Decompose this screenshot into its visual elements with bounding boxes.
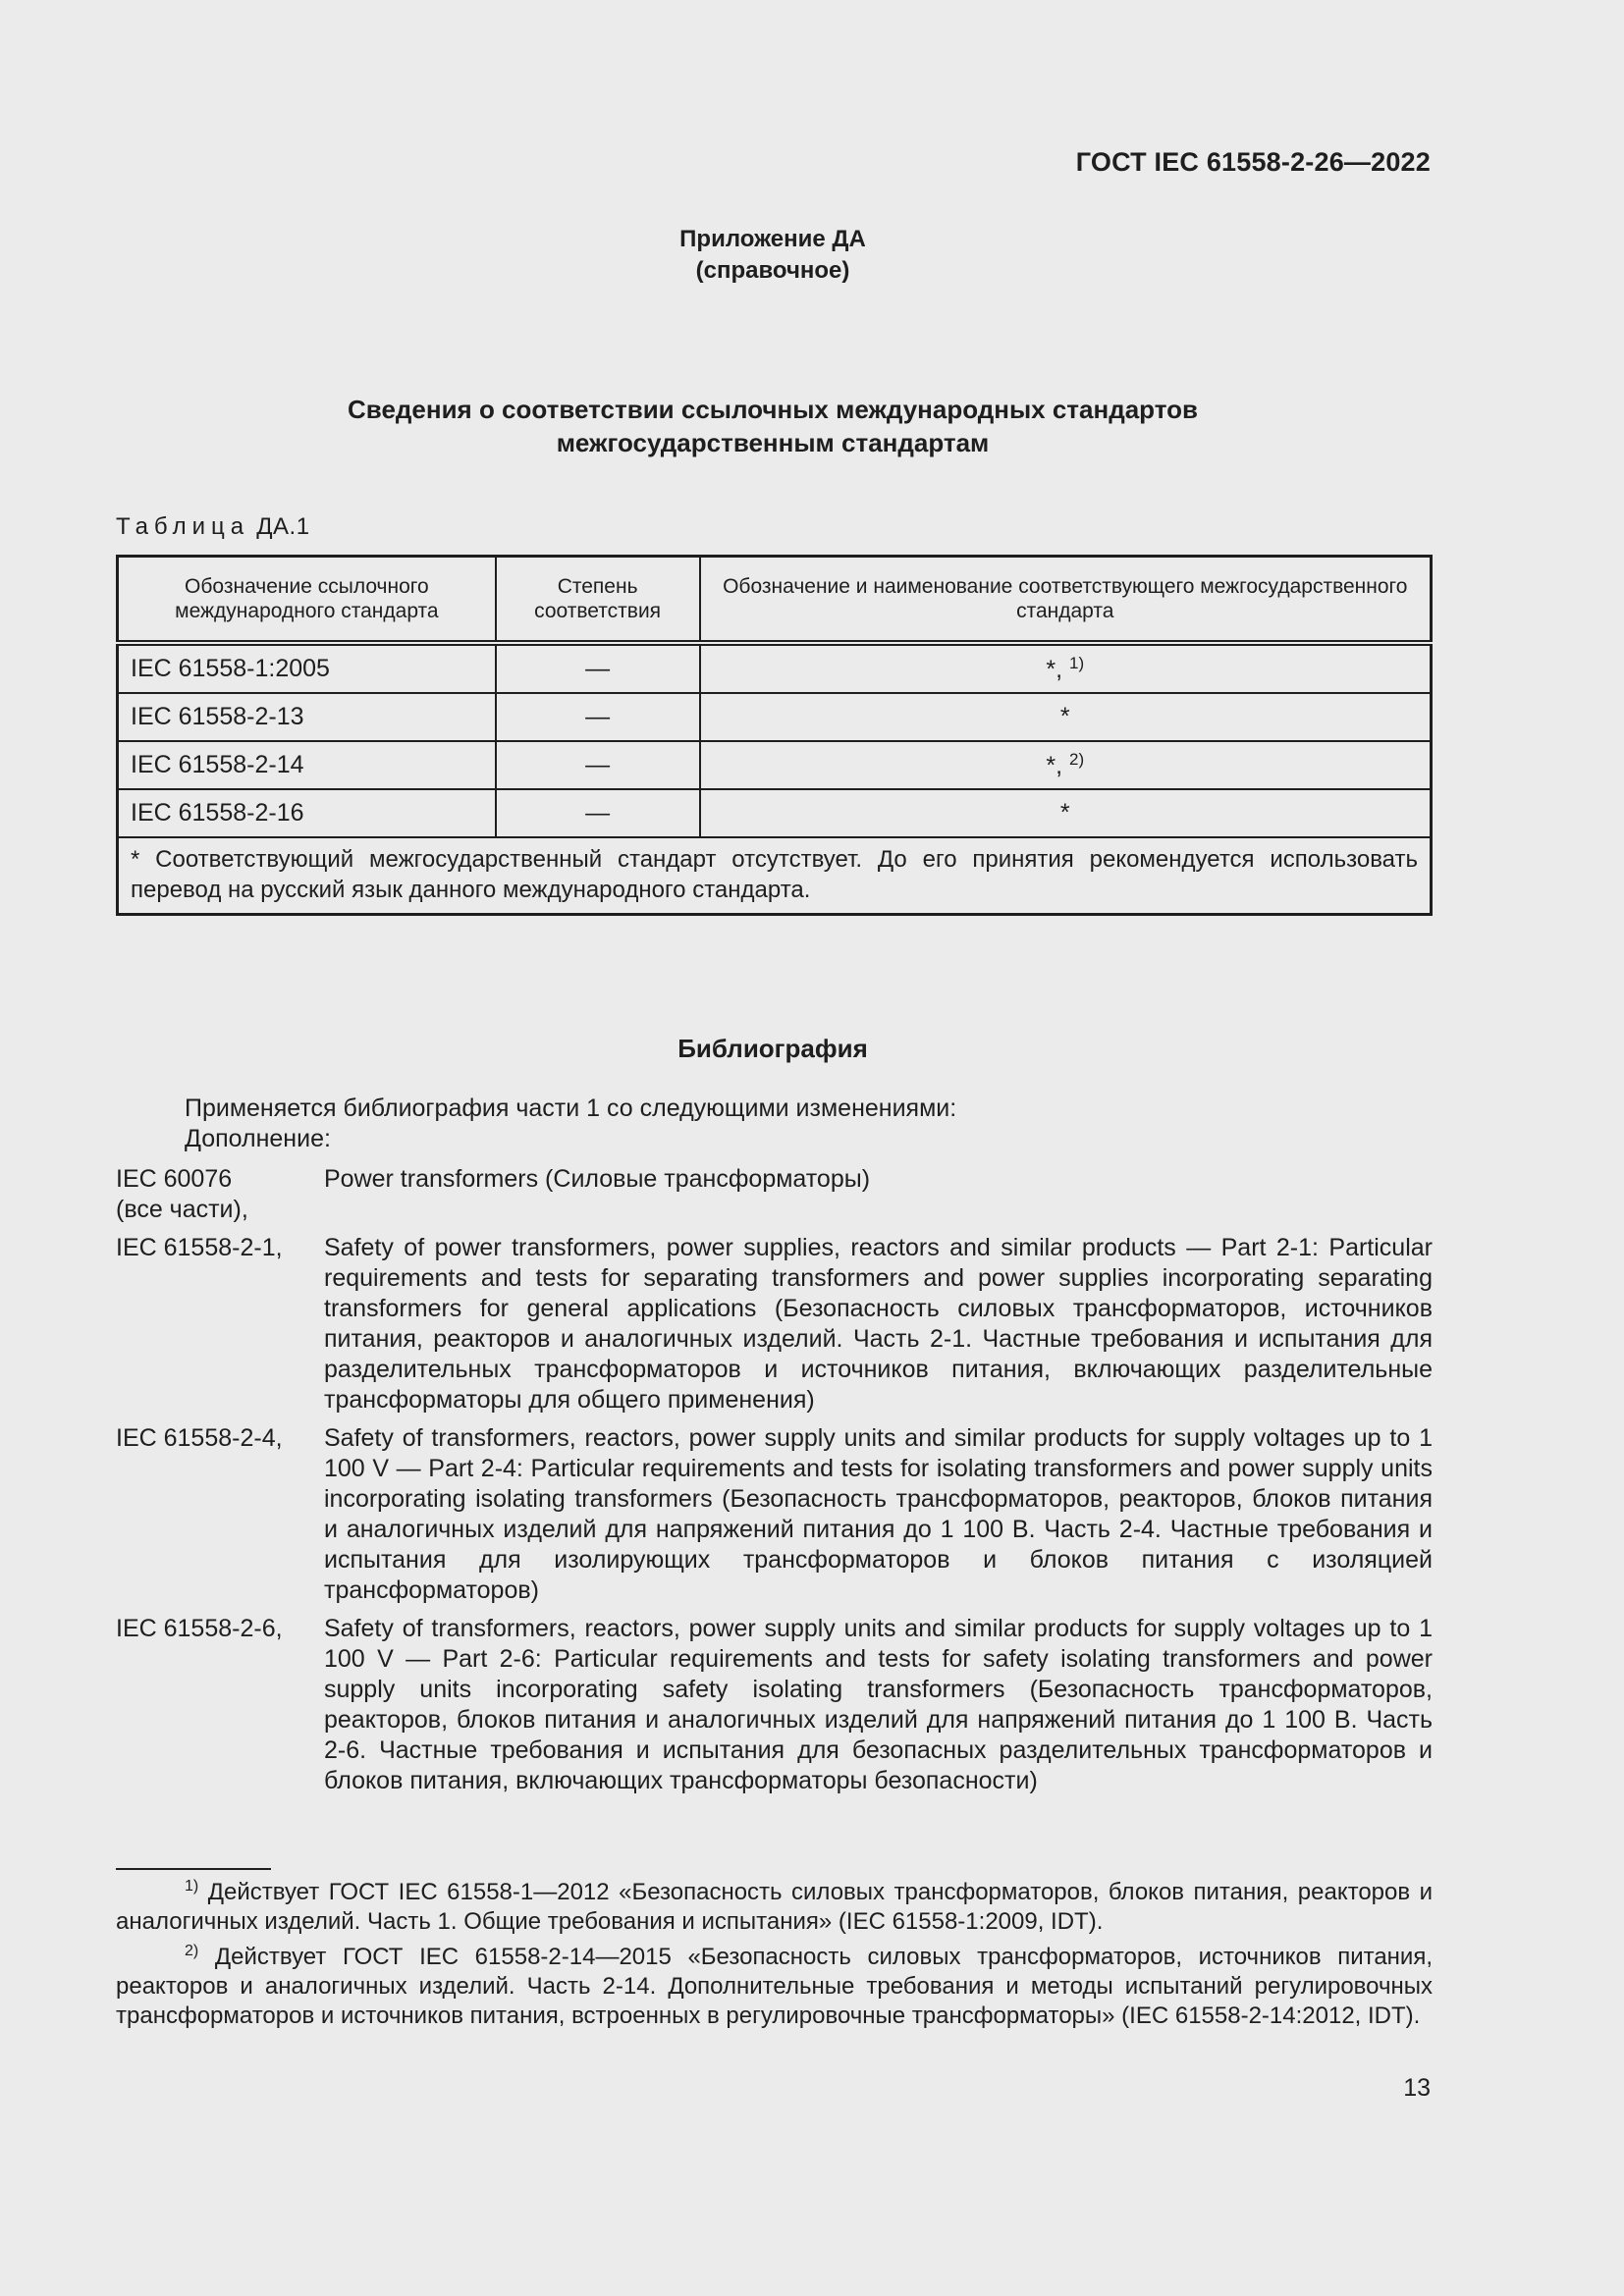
bibliography-item	[116, 1164, 1433, 1225]
table-note-row	[118, 837, 1432, 915]
cell-degree: —	[496, 789, 700, 837]
bibliography-item	[116, 1423, 1433, 1606]
page-number: 13	[1403, 2074, 1431, 2102]
table-caption-id: ДА.1	[256, 513, 310, 540]
table-caption	[116, 513, 310, 541]
bibliography-list	[116, 1164, 1433, 1804]
cell-standard: IEC 61558-2-14	[118, 741, 496, 789]
table-header-row	[118, 557, 1432, 644]
absent-mark: *	[1046, 656, 1056, 683]
appendix-heading	[0, 224, 1545, 287]
bibliography-text: Safety of transformers, reactors, power supply units and similar products for supply voltages up to 1 100 V — Part 2-4: Particular requirements and tests for isolating transformers and power supply units incorporating isolating transformers (Безопасность трансформаторов, реакторов, блоков питания и аналогичных изделий для напряжений питания до 1 100 В. Часть 2-4. Частные требования и испытания для изолирующих трансформаторов и блоков питания с изоляцией трансформаторов)	[324, 1424, 1433, 1604]
standards-table	[116, 555, 1433, 916]
footnote-divider	[116, 1868, 271, 1870]
intro-line-1: Применяется библиография части 1 со следующими изменениями:	[185, 1095, 957, 1122]
bibliography-code	[116, 1164, 324, 1225]
header-interstate-standard: Обозначение и наименование соответствующего межгосударственного стандарта	[700, 557, 1432, 644]
absent-mark: *	[1059, 703, 1070, 730]
table-note: * Соответствующий межгосударственный стандарт отсутствует. До его принятия рекомендуется использовать перевод на русский язык данного международного стандарта.	[118, 837, 1432, 915]
table-row	[118, 643, 1432, 693]
bibliography-text: Safety of transformers, reactors, power supply units and similar products for supply voltages up to 1 100 V — Part 2-6: Particular requirements and tests for safety isolating transformers and power supply units incorporating safety isolating transformers (Безопасность трансформаторов, реакторов, блоков питания и аналогичных изделий для напряжений питания до 1 100 В. Часть 2-6. Частные требования и испытания для безопасных разделительных трансформаторов и блоков питания, включающих трансформаторы безопасности)	[324, 1615, 1433, 1794]
footnote-text: Действует ГОСТ IEC 61558-2-14—2015 «Безопасность силовых трансформаторов, источников питания, реакторов и аналогичных изделий. Часть 2-14. Дополнительные требования и методы испытаний регулировочных трансформаторов и источников питания, встроенных в регулировочные трансформаторы» (IEC 61558-2-14:2012, IDT).	[116, 1944, 1433, 2029]
header-reference-standard: Обозначение ссылочного международного стандарта	[118, 557, 496, 644]
footnote	[116, 1878, 1433, 1937]
main-title-line-1: Сведения о соответствии ссылочных международных стандартов	[348, 395, 1198, 424]
absent-mark: *	[1059, 799, 1070, 827]
code-line-1: IEC 60076	[116, 1165, 233, 1193]
cell-mark	[700, 789, 1432, 837]
bibliography-intro	[185, 1094, 956, 1154]
footnote	[116, 1943, 1433, 2031]
cell-standard: IEC 61558-2-16	[118, 789, 496, 837]
bibliography-item	[116, 1614, 1433, 1796]
appendix-title: Приложение ДА	[679, 226, 866, 252]
bibliography-code: IEC 61558-2-1,	[116, 1234, 283, 1261]
cell-degree: —	[496, 741, 700, 789]
table-row	[118, 741, 1432, 789]
bibliography-heading: Библиография	[677, 1034, 868, 1063]
cell-standard: IEC 61558-1:2005	[118, 643, 496, 693]
cell-degree: —	[496, 643, 700, 693]
main-title	[0, 393, 1545, 459]
footnotes	[116, 1878, 1433, 2037]
code-line-2: (все части),	[116, 1196, 248, 1223]
cell-degree: —	[496, 693, 700, 741]
footnote-mark: 2)	[185, 1943, 199, 1959]
bibliography-item	[116, 1233, 1433, 1415]
table-row	[118, 789, 1432, 837]
footnote-ref: 1)	[1069, 654, 1085, 672]
appendix-subtitle: (справочное)	[695, 257, 850, 284]
cell-mark	[700, 693, 1432, 741]
footnote-ref: 2)	[1069, 750, 1085, 769]
cell-standard: IEC 61558-2-13	[118, 693, 496, 741]
document-code: ГОСТ IEC 61558-2-26—2022	[1075, 147, 1431, 177]
bibliography-code: IEC 61558-2-6,	[116, 1615, 283, 1642]
footnote-text: Действует ГОСТ IEC 61558-1—2012 «Безопасность силовых трансформаторов, блоков питания, реакторов и аналогичных изделий. Часть 1. Общие требования и испытания» (IEC 61558-1:2009, IDT).	[116, 1879, 1433, 1935]
intro-line-2: Дополнение:	[185, 1125, 331, 1152]
main-title-line-2: межгосударственным стандартам	[556, 428, 990, 457]
table-caption-word: Таблица	[116, 513, 250, 540]
cell-mark: *, $^{2)}$	[700, 741, 1432, 789]
footnote-mark: 1)	[185, 1878, 199, 1895]
cell-mark: *, $^{1)}$	[700, 643, 1432, 693]
table-row	[118, 693, 1432, 741]
bibliography-text: Safety of power transformers, power supplies, reactors and similar products — Part 2-1: Particular requirements and tests for separating transformers and power supplies incorporating separating transformers for general applications (Безопасность силовых трансформаторов, источников питания, реакторов и аналогичных изделий. Часть 2-1. Частные требования и испытания для разделительных трансформаторов и источников питания, включающих разделительные трансформаторы для общего применения)	[324, 1234, 1433, 1414]
bibliography-text: Power transformers (Силовые трансформаторы)	[324, 1165, 871, 1193]
bibliography-code: IEC 61558-2-4,	[116, 1424, 283, 1452]
header-degree: Степень соответствия	[496, 557, 700, 644]
absent-mark: *	[1046, 752, 1056, 779]
